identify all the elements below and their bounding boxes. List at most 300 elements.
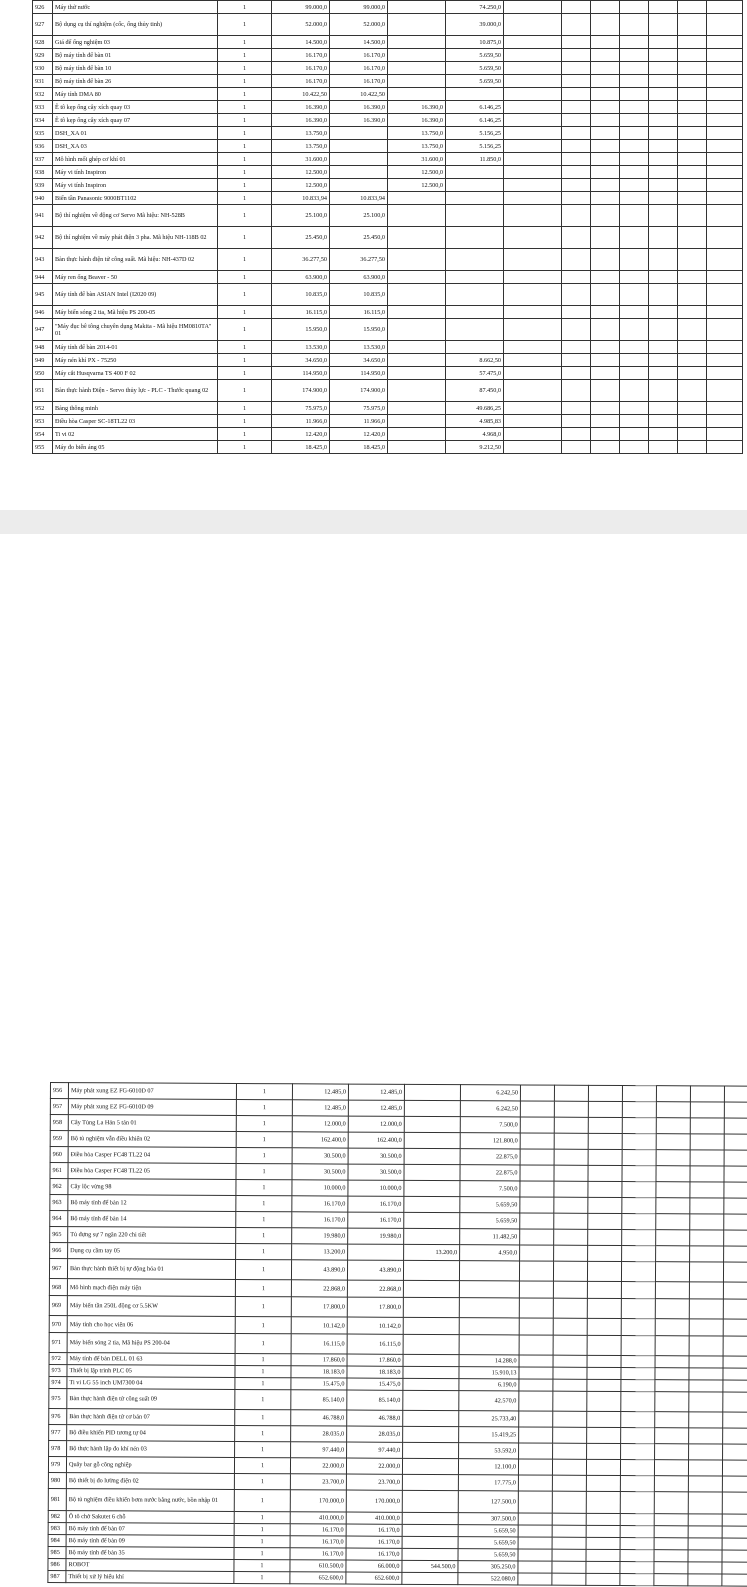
empty-cell	[655, 1356, 689, 1368]
row-number-cell: 975	[49, 1388, 67, 1408]
empty-cell	[722, 1526, 747, 1538]
empty-cell	[620, 1525, 654, 1537]
empty-cell	[504, 1, 562, 14]
empty-cell	[620, 114, 649, 127]
empty-cell	[591, 127, 620, 140]
empty-cell	[689, 1356, 723, 1368]
empty-cell	[621, 1298, 655, 1318]
empty-cell	[562, 284, 591, 306]
quantity-cell: 1	[218, 75, 272, 88]
empty-cell	[504, 227, 562, 249]
quantity-cell: 1	[218, 192, 272, 205]
empty-cell	[591, 402, 620, 415]
remaining-value-cell	[446, 205, 504, 227]
remaining-value-cell: 17.775,0	[458, 1475, 518, 1491]
empty-cell	[591, 166, 620, 179]
empty-cell	[504, 75, 562, 88]
empty-cell	[723, 1392, 747, 1412]
original-value-cell: 12.485,0	[292, 1100, 348, 1116]
empty-cell	[588, 1213, 622, 1229]
empty-cell	[707, 114, 743, 127]
quantity-cell: 1	[234, 1457, 290, 1473]
value-source-b-cell	[402, 1490, 458, 1512]
value-source-b-cell	[388, 341, 446, 354]
empty-cell	[678, 101, 707, 114]
table-row	[33, 205, 743, 227]
quantity-cell: 1	[218, 319, 272, 341]
empty-cell	[621, 1367, 655, 1379]
empty-cell	[621, 1318, 655, 1335]
empty-cell	[654, 1460, 688, 1476]
empty-cell	[586, 1561, 620, 1573]
empty-cell	[621, 1335, 655, 1355]
asset-name-cell: DSH_XA 03	[53, 140, 218, 153]
empty-cell	[620, 1475, 654, 1491]
empty-cell	[621, 1411, 655, 1427]
empty-cell	[678, 14, 707, 36]
value-source-b-cell	[388, 306, 446, 319]
empty-cell	[689, 1336, 723, 1356]
value-source-a-cell: 99.000,0	[330, 1, 388, 14]
quantity-cell: 1	[235, 1279, 291, 1296]
empty-cell	[586, 1573, 620, 1585]
remaining-value-cell: 42.570,0	[459, 1391, 519, 1411]
empty-cell	[707, 402, 743, 415]
asset-name-cell: Máy phát xung EZ FG-6010D 07	[68, 1083, 236, 1100]
table-row	[33, 62, 743, 75]
empty-cell	[518, 1573, 552, 1585]
asset-name-cell: Máy đo biến áng 05	[53, 441, 218, 454]
empty-cell	[678, 428, 707, 441]
remaining-value-cell: 11.850,0	[446, 153, 504, 166]
empty-cell	[552, 1525, 586, 1537]
empty-cell	[562, 62, 591, 75]
remaining-value-cell	[459, 1281, 519, 1298]
empty-cell	[504, 367, 562, 380]
value-source-a-cell: 10.422,50	[330, 88, 388, 101]
empty-cell	[649, 227, 678, 249]
quantity-cell: 1	[218, 354, 272, 367]
empty-cell	[554, 1181, 588, 1197]
asset-name-cell: Mô hình mạch điện máy tiện	[67, 1279, 235, 1297]
value-source-a-cell: 30.500,0	[348, 1148, 404, 1164]
empty-cell	[707, 271, 743, 284]
empty-cell	[723, 1319, 747, 1336]
empty-cell	[622, 1117, 656, 1133]
value-source-b-cell	[388, 192, 446, 205]
remaining-value-cell: 307.500,0	[458, 1513, 518, 1525]
quantity-cell: 1	[235, 1409, 291, 1425]
empty-cell	[724, 1118, 747, 1134]
asset-name-cell: Bộ dụng cụ thí nghiệm (cốc, ống thủy tinh)	[53, 14, 218, 36]
value-source-b-cell	[404, 1164, 460, 1180]
empty-cell	[562, 153, 591, 166]
empty-cell	[591, 415, 620, 428]
empty-cell	[519, 1427, 553, 1443]
quantity-cell: 1	[235, 1425, 291, 1441]
value-source-a-cell: 75.975,0	[330, 402, 388, 415]
value-source-a-cell: 10.142,0	[347, 1317, 403, 1334]
empty-cell	[591, 153, 620, 166]
empty-cell	[688, 1562, 722, 1574]
value-source-b-cell	[388, 441, 446, 454]
asset-name-cell: Ê tô kẹp ống cây xích quay 03	[53, 101, 218, 114]
original-value-cell: 10.142,0	[291, 1317, 347, 1334]
quantity-cell: 1	[218, 114, 272, 127]
empty-cell	[562, 101, 591, 114]
quantity-cell: 1	[218, 62, 272, 75]
row-number-cell: 940	[33, 192, 53, 205]
quantity-cell: 1	[235, 1377, 291, 1389]
empty-cell	[519, 1367, 553, 1379]
remaining-value-cell: 5.659,50	[446, 62, 504, 75]
empty-cell	[504, 319, 562, 341]
empty-cell	[554, 1245, 588, 1261]
empty-cell	[620, 367, 649, 380]
empty-cell	[656, 1230, 690, 1246]
empty-cell	[586, 1513, 620, 1525]
value-source-a-cell: 16.170,0	[330, 75, 388, 88]
empty-cell	[553, 1261, 587, 1281]
original-value-cell: 10.835,0	[272, 284, 330, 306]
quantity-cell: 1	[218, 306, 272, 319]
remaining-value-cell	[446, 249, 504, 271]
original-value-cell: 16.115,0	[272, 306, 330, 319]
value-source-b-cell	[403, 1442, 459, 1458]
row-number-cell: 948	[33, 341, 53, 354]
empty-cell	[504, 14, 562, 36]
table-row	[33, 49, 743, 62]
empty-cell	[591, 306, 620, 319]
asset-name-cell: Máy tính cho học viên 06	[67, 1316, 235, 1334]
asset-name-cell: Máy thử nước	[53, 1, 218, 14]
remaining-value-cell: 9.212,50	[446, 441, 504, 454]
quantity-cell: 1	[235, 1389, 291, 1409]
row-number-cell: 978	[49, 1440, 67, 1456]
empty-cell	[620, 354, 649, 367]
empty-cell	[620, 306, 649, 319]
empty-cell	[591, 227, 620, 249]
value-source-b-cell	[388, 402, 446, 415]
original-value-cell: 16.170,0	[290, 1548, 346, 1560]
empty-cell	[723, 1282, 747, 1299]
quantity-cell: 1	[234, 1571, 290, 1583]
empty-cell	[655, 1444, 689, 1460]
value-source-a-cell: 16.115,0	[330, 306, 388, 319]
empty-cell	[678, 140, 707, 153]
table-row	[33, 153, 743, 166]
original-value-cell: 18.425,0	[272, 441, 330, 454]
empty-cell	[655, 1428, 689, 1444]
empty-cell	[689, 1299, 723, 1319]
empty-cell	[690, 1134, 724, 1150]
empty-cell	[588, 1133, 622, 1149]
empty-cell	[553, 1281, 587, 1298]
empty-cell	[678, 380, 707, 402]
value-source-a-cell: 16.170,0	[346, 1524, 402, 1536]
value-source-a-cell	[348, 1244, 404, 1260]
original-value-cell: 63.900,0	[272, 271, 330, 284]
empty-cell	[649, 166, 678, 179]
value-source-b-cell	[402, 1548, 458, 1560]
value-source-b-cell	[404, 1132, 460, 1148]
quantity-cell: 1	[218, 428, 272, 441]
value-source-a-cell: 43.890,0	[347, 1260, 403, 1280]
empty-cell	[678, 166, 707, 179]
empty-cell	[504, 140, 562, 153]
value-source-b-cell	[404, 1148, 460, 1164]
empty-cell	[620, 140, 649, 153]
original-value-cell: 12.000,0	[292, 1116, 348, 1132]
empty-cell	[678, 319, 707, 341]
empty-cell	[562, 179, 591, 192]
empty-cell	[678, 88, 707, 101]
asset-name-cell: Máy cắt Husqvarna TS 400 F 02	[53, 367, 218, 380]
empty-cell	[504, 415, 562, 428]
empty-cell	[707, 75, 743, 88]
value-source-a-cell	[330, 127, 388, 140]
row-number-cell: 945	[33, 284, 53, 306]
empty-cell	[586, 1525, 620, 1537]
empty-cell	[520, 1085, 554, 1101]
quantity-cell: 1	[218, 415, 272, 428]
remaining-value-cell: 5.659,50	[460, 1197, 520, 1213]
empty-cell	[707, 140, 743, 153]
asset-name-cell: Ô tô chở Sakutet 6 chỗ	[66, 1511, 234, 1524]
remaining-value-cell: 10.875,0	[446, 36, 504, 49]
original-value-cell: 610.500,0	[290, 1560, 346, 1572]
empty-cell	[591, 36, 620, 49]
empty-cell	[724, 1102, 747, 1118]
remaining-value-cell: 5.659,50	[446, 75, 504, 88]
empty-cell	[620, 441, 649, 454]
table-row	[33, 1, 743, 14]
empty-cell	[649, 354, 678, 367]
empty-cell	[620, 101, 649, 114]
empty-cell	[678, 415, 707, 428]
empty-cell	[707, 153, 743, 166]
empty-cell	[649, 271, 678, 284]
quantity-cell: 1	[234, 1547, 290, 1559]
empty-cell	[562, 127, 591, 140]
quantity-cell: 1	[236, 1195, 292, 1211]
empty-cell	[519, 1379, 553, 1391]
empty-cell	[620, 1491, 654, 1513]
empty-cell	[562, 249, 591, 271]
row-number-cell: 980	[48, 1472, 66, 1488]
original-value-cell: 174.900,0	[272, 380, 330, 402]
quantity-cell: 1	[218, 179, 272, 192]
row-number-cell: 926	[33, 1, 53, 14]
empty-cell	[622, 1213, 656, 1229]
empty-cell	[722, 1550, 747, 1562]
asset-name-cell: Bàn thực hành Điện - Servo thủy lực - PLC - Thước quang 02	[53, 380, 218, 402]
empty-cell	[518, 1537, 552, 1549]
empty-cell	[591, 1, 620, 14]
value-source-a-cell: 16.170,0	[348, 1212, 404, 1228]
empty-cell	[620, 14, 649, 36]
empty-cell	[654, 1574, 688, 1586]
value-source-a-cell: 52.000,0	[330, 14, 388, 36]
empty-cell	[588, 1165, 622, 1181]
empty-cell	[562, 114, 591, 127]
empty-cell	[655, 1262, 689, 1282]
remaining-value-cell: 6.190,0	[459, 1379, 519, 1391]
empty-cell	[562, 166, 591, 179]
empty-cell	[724, 1214, 747, 1230]
table-row	[33, 428, 743, 441]
asset-name-cell: Bộ máy tính để bàn 10	[53, 62, 218, 75]
table-row	[33, 14, 743, 36]
row-number-cell: 933	[33, 101, 53, 114]
empty-cell	[649, 415, 678, 428]
empty-cell	[678, 205, 707, 227]
quantity-cell: 1	[234, 1473, 290, 1489]
empty-cell	[654, 1492, 688, 1514]
value-source-b-cell	[403, 1354, 459, 1366]
empty-cell	[552, 1537, 586, 1549]
table-row	[33, 101, 743, 114]
quantity-cell: 1	[218, 402, 272, 415]
row-number-cell: 964	[50, 1211, 68, 1227]
row-number-cell: 968	[49, 1279, 67, 1296]
empty-cell	[554, 1149, 588, 1165]
empty-cell	[722, 1460, 747, 1476]
value-source-a-cell: 12.000,0	[348, 1116, 404, 1132]
empty-cell	[562, 14, 591, 36]
empty-cell	[620, 192, 649, 205]
value-source-a-cell: 17.860,0	[347, 1354, 403, 1366]
value-source-b-cell	[403, 1334, 459, 1354]
quantity-cell: 1	[236, 1227, 292, 1243]
table-row	[33, 88, 743, 101]
empty-cell	[688, 1550, 722, 1562]
row-number-cell: 987	[48, 1570, 66, 1582]
asset-name-cell: "Máy đục bê tông chuyên dụng Makita - Mã hiệu HM0810TA" 01	[53, 319, 218, 341]
empty-cell	[520, 1181, 554, 1197]
empty-cell	[562, 306, 591, 319]
empty-cell	[722, 1538, 747, 1550]
value-source-b-cell: 13.200,0	[404, 1244, 460, 1260]
remaining-value-cell: 4.968,0	[446, 428, 504, 441]
document-page-1	[0, 0, 747, 510]
asset-name-cell: Bộ điều khiển PID tương tự 04	[67, 1425, 235, 1442]
quantity-cell: 1	[218, 367, 272, 380]
empty-cell	[591, 192, 620, 205]
empty-cell	[591, 354, 620, 367]
value-source-b-cell	[388, 1, 446, 14]
asset-name-cell: Máy nén khí PX - 75250	[53, 354, 218, 367]
empty-cell	[554, 1133, 588, 1149]
remaining-value-cell: 7.500,0	[460, 1117, 520, 1133]
empty-cell	[656, 1246, 690, 1262]
value-source-b-cell	[402, 1512, 458, 1524]
empty-cell	[724, 1246, 747, 1262]
value-source-a-cell: 22.000,0	[346, 1458, 402, 1474]
empty-cell	[562, 319, 591, 341]
empty-cell	[554, 1229, 588, 1245]
empty-cell	[656, 1086, 690, 1102]
value-source-b-cell	[388, 249, 446, 271]
empty-cell	[678, 271, 707, 284]
row-number-cell: 965	[50, 1227, 68, 1243]
empty-cell	[649, 319, 678, 341]
row-number-cell: 951	[33, 380, 53, 402]
empty-cell	[586, 1537, 620, 1549]
empty-cell	[553, 1427, 587, 1443]
empty-cell	[562, 75, 591, 88]
remaining-value-cell	[446, 88, 504, 101]
empty-cell	[588, 1197, 622, 1213]
asset-name-cell: Điều hòa Casper FC48 TL22 05	[68, 1163, 236, 1180]
empty-cell	[620, 249, 649, 271]
empty-cell	[621, 1379, 655, 1391]
value-source-a-cell: 30.500,0	[348, 1164, 404, 1180]
empty-cell	[678, 62, 707, 75]
empty-cell	[723, 1368, 747, 1380]
asset-name-cell: Cây lộc vừng 98	[68, 1179, 236, 1196]
quantity-cell: 1	[235, 1365, 291, 1377]
quantity-cell: 1	[235, 1441, 291, 1457]
empty-cell	[504, 249, 562, 271]
original-value-cell: 25.450,0	[272, 227, 330, 249]
empty-cell	[620, 127, 649, 140]
value-source-b-cell	[402, 1524, 458, 1536]
empty-cell	[655, 1336, 689, 1356]
empty-cell	[553, 1379, 587, 1391]
empty-cell	[622, 1181, 656, 1197]
empty-cell	[591, 284, 620, 306]
empty-cell	[649, 153, 678, 166]
original-value-cell: 99.000,0	[272, 1, 330, 14]
row-number-cell: 936	[33, 140, 53, 153]
empty-cell	[519, 1335, 553, 1355]
value-source-a-cell: 174.900,0	[330, 380, 388, 402]
value-source-a-cell: 12.485,0	[348, 1100, 404, 1116]
empty-cell	[621, 1391, 655, 1411]
empty-cell	[620, 36, 649, 49]
empty-cell	[707, 354, 743, 367]
value-source-b-cell	[404, 1100, 460, 1116]
original-value-cell: 10.000,0	[292, 1180, 348, 1196]
empty-cell	[504, 166, 562, 179]
value-source-b-cell	[388, 284, 446, 306]
table-row	[33, 341, 743, 354]
empty-cell	[723, 1444, 747, 1460]
row-number-cell: 985	[48, 1546, 66, 1558]
row-number-cell: 984	[48, 1534, 66, 1546]
page-gap	[0, 510, 747, 534]
empty-cell	[518, 1561, 552, 1573]
asset-name-cell: Máy tính để bàn DELL 01 63	[67, 1353, 235, 1366]
empty-cell	[723, 1412, 747, 1428]
row-number-cell: 981	[48, 1488, 66, 1510]
original-value-cell: 31.600,0	[272, 153, 330, 166]
empty-cell	[678, 284, 707, 306]
empty-cell	[649, 62, 678, 75]
quantity-cell: 1	[218, 284, 272, 306]
table-row	[33, 114, 743, 127]
remaining-value-cell: 5.659,50	[446, 49, 504, 62]
asset-name-cell: Bộ tủ nghiệm vẫn điều khiển 02	[68, 1131, 236, 1148]
empty-cell	[678, 36, 707, 49]
asset-name-cell: Máy vi tính Inspiron	[53, 166, 218, 179]
empty-cell	[562, 367, 591, 380]
remaining-value-cell: 49.686,25	[446, 402, 504, 415]
empty-cell	[654, 1514, 688, 1526]
table-row	[33, 441, 743, 454]
empty-cell	[722, 1492, 747, 1514]
